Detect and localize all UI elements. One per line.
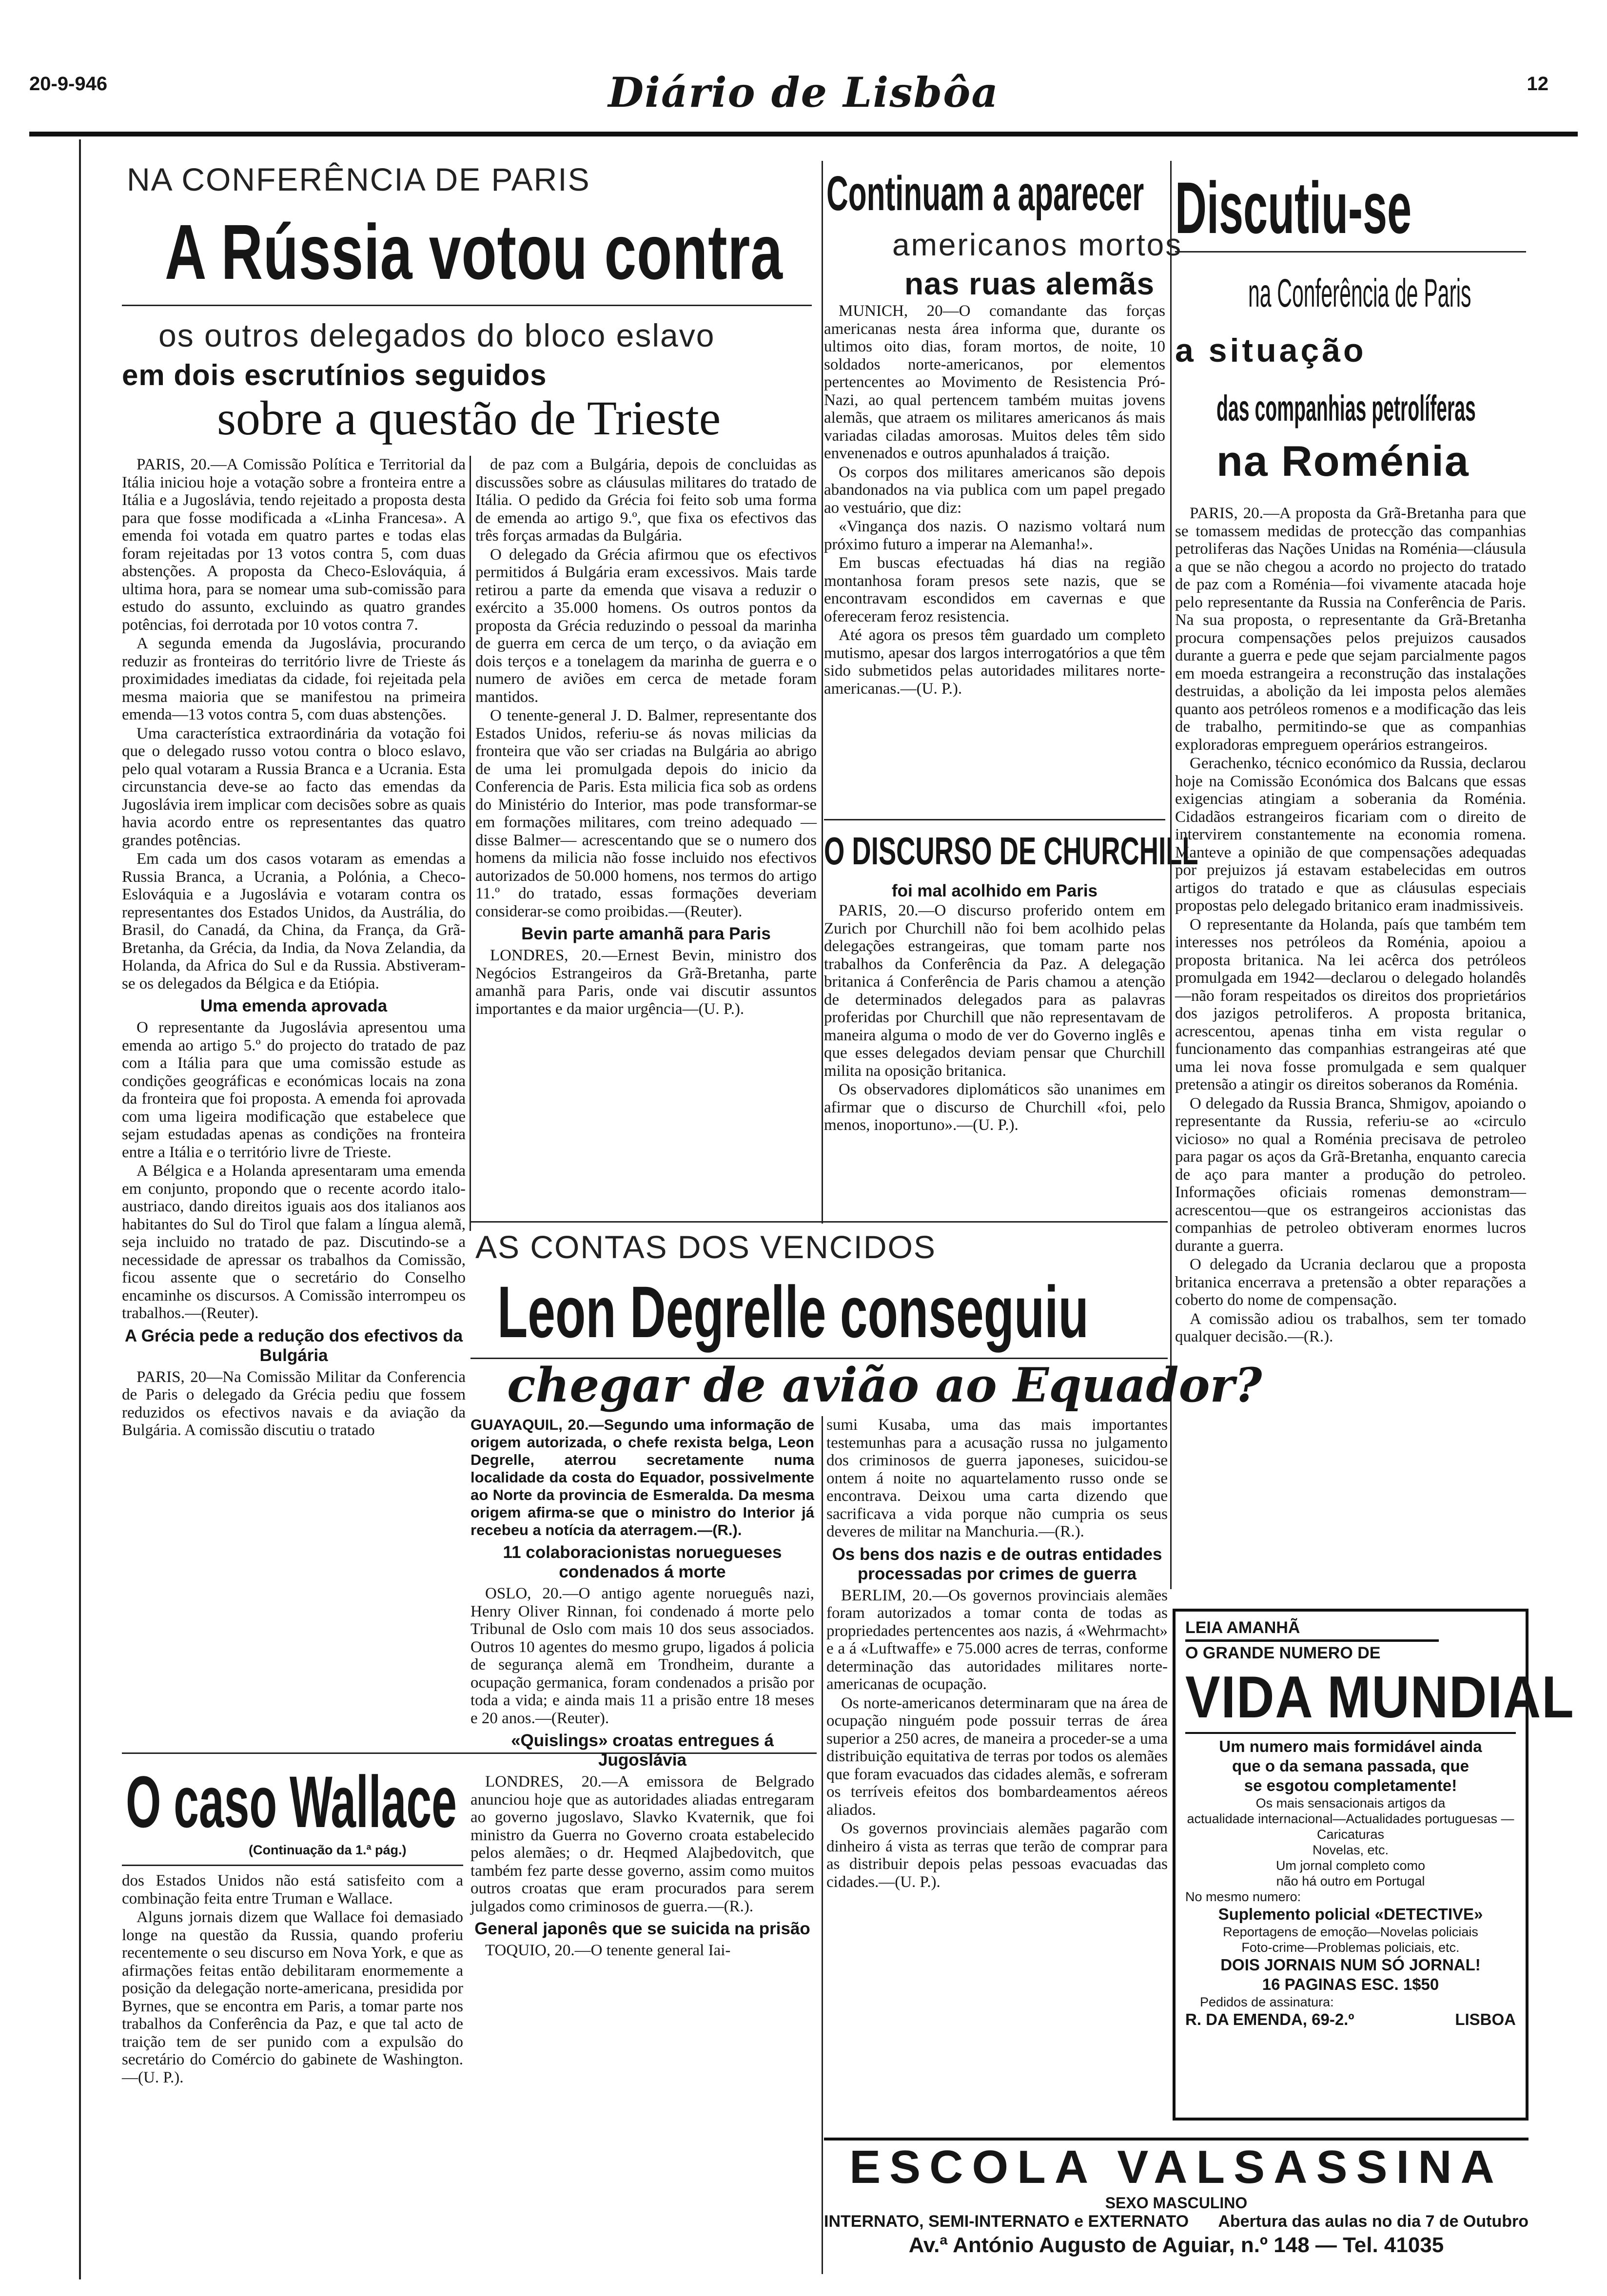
subhead-emenda: Uma emenda aprovada [200,996,388,1015]
mortos-subline-1: americanos mortos [892,227,1183,262]
mortos-headline: Continuam a aparecer [826,166,1144,221]
subhead-quislings: «Quislings» croatas entregues á Jugoslávia [511,1731,774,1770]
masthead-rule [29,132,1578,136]
escola-address: Av.ª António Augusto de Aguiar, n.º 148 — Tel. 41035 [908,2233,1444,2257]
petroleo-headline-2: na Conferência de Paris [1248,271,1471,315]
petroleo-headline-3: a situação [1175,332,1367,369]
escola-sexo: SEXO MASCULINO [1105,2194,1248,2212]
escola-abertura: Abertura das aulas no dia 7 de Outubro [1218,2212,1529,2231]
vida-mundial-ad: LEIA AMANHÃ O GRANDE NUMERO DE VIDA MUNDIAL Um numero mais formidável ainda que o da semana passada, que se esgotou completamente! Os mais sensacionais artigos da actualidade internacional—Actualidades portuguesas — Caricaturas Novelas, etc. Um jornal completo como não há outro em Portugal No mesmo numero: Suplemento policial «DETECTIVE» Reportagens de emoção—Novelas policiais Foto-crime—Problemas policiais, etc. DOIS JORNAIS NUM SÓ JORNAL! 16 PAGINAS ESC. 1$50 Pedidos de assinatura: R. DA EMENDA, 69-2.º LISBOA [1173,1609,1529,2121]
degrelle-headline: Leon Degrelle conseguiu [497,1271,1089,1353]
subhead-japones: General japonês que se suicida na prisão [474,1919,810,1938]
petroleo-headline-5: na Roménia [1216,437,1470,485]
trieste-subline-2: em dois escrutínios seguidos [122,359,547,391]
petroleo-body: PARIS, 20.—A proposta da Grã-Bretanha para que se tomassem medidas de protecção das companhias petroliferas das Nações Unidas na Roménia—cláusula a que se não chegou a acordo no projecto do tratado de paz com a Roménia—foi vivamente atacada hoje pelo representante da Russia na Conferência de Paris. Na sua proposta, o representante da Grã-Bretanha procura compensações pelos prejuizos causados durante a guerra e pede que sejam parcialmente pagos em moeda estrangeira a reconstrução das instalações destruidas, a abolição da lei imposta pelos alemães quanto aos petróleos romenos e a modificação das leis de trabalho, permitindo-se que as companhias exploradoras empreguem operários estrangeiros. Gerachenko, técnico económico da Russia, declarou hoje na Comissão Económica dos Balcans que essas exigencias atingiam a soberania da Roménia. Cidadãos estrangeiros ficariam com o direito de intervirem constantemente na economia romena. Manteve a opinião de que compensações adequadas por prejuizos já estavam estabelecidas em outros artigos do tratado e que as cláusulas especiais propostas pelo delegado britanico eram inadmissiveis. O representante da Holanda, país que também tem interesses nos petróleos da Roménia, apoiou a proposta britanica. Na lei acêrca dos petróleos promulgada em 1942—declarou o delegado holandês—não foram respeitados os direitos dos proprietários dos jazigos petroliferos. A proposta britanica, acrescentou, apenas tinha em vista regular o funcionamento das companhias estrangeiras até que uma lei nova fosse promulgada e sem qualquer pretensão a atingir os direitos soberanos da Roménia. O delegado da Russia Branca, Shmigov, apoiando o representante da Russia, referiu-se ao «circulo vicioso» no qual a Roménia precisava de petroleo para pagar os aços da Grã-Bretanha, enquanto carecia de aço para manter a produção do petroleo. Informações oficiais romenas demonstram—acrescentou—que os estrangeiros accionistas das companhias de petroleo obtiveram enormes lucros durante a guerra. O delegado da Ucrania declarou que a proposta britanica encerrava a pretensão a obter reparações a coberto do nome de compensação. A comissão adiou os trabalhos, sem ter tomado qualquer decisão.—(R.). [1175,505,1526,1345]
degrelle-subline: chegar de avião ao Equador? [507,1358,1262,1413]
ad-vida-mundial-title: VIDA MUNDIAL [1185,1664,1575,1730]
degrelle-lead: GUAYAQUIL, 20.—Segundo uma informação de origem autorizada, o chefe rexista belga, Leon Degrelle, aterrou secretamente numa localidade da costa do Equador, possivelmente ao Norte da provincia de Esmeralda. Da mesma origem afirma-se que o ministro do Interior já recebeu a notícia da aterragem.—(R.). [470,1416,814,1538]
trieste-col-1: PARIS, 20.—A Comissão Política e Territorial da Itália iniciou hoje a votação sobre a fronteira entre a Itália e a Jugoslávia, tendo rejeitado a proposta desta para que fosse modificada a «Linha Francesa». A emenda foi votada em quatro partes e todas elas foram rejeitadas por 13 votos contra 5, com duas abstenções. A proposta da Checo-Eslováquia, á ultima hora, para se nomear uma sub-comissão para estudo do assunto, excluindo as quatro grandes potências, foi derrotada por 10 votos contra 7. A segunda emenda da Jugoslávia, procurando reduzir as fronteiras do território livre de Trieste ás proximidades imediatas da cidade, foi rejeitada pela mesma maioria que se manifestou na primeira emenda—13 votos contra 5, com duas abstenções. Uma característica extraordinária da votação foi que o delegado russo votou contra o bloco eslavo, pelo qual votaram a Russia Branca e a Ucrania. Esta circunstancia deve-se ao facto das emendas da Jugoslávia irem implicar com decisões sobre as quais havia acordo entre os representantes das quatro grandes potências. Em cada um dos casos votaram as emendas a Russia Branca, a Ucrania, a Polónia, a Checo-Eslováquia e a Jugoslávia e votaram contra os representantes dos Estados Unidos, da Austrália, do Brasil, do Canadá, da China, da França, da Grã-Bretanha, da Grécia, da India, da Nova Zelandia, da Holanda, da Africa do Sul e da Russia. Abstiveram-se os delegados da Bélgica e da Etiópia. Uma emenda aprovada O representante da Jugoslávia apresentou uma emenda ao artigo 5.º do projecto do tratado de paz com a Itália para que uma comissão estude as condições geográficas e económicas locais na zona da fronteira que foi proposta. A emenda foi aprovada com uma ligeira modificação que estabelece que sejam estudadas apenas as condições na fronteira entre a Itália e o território livre de Trieste. A Bélgica e a Holanda apresentaram uma emenda em conjunto, propondo que o recente acordo italo-austriaco, dando direitos iguais aos dos italianos aos habitantes do Sul do Tirol que falam a língua alemã, seja incluido no tratado de paz. Discutindo-se a necessidade de apressar os trabalhos da Comissão, ficou assente que o secretário do Conselho encaminhe os discursos. A Comissão interrompeu os trabalhos.—(Reuter). A Grécia pede a redução dos efectivos da Bulgária PARIS, 20—Na Comissão Militar da Conferencia de Paris o delegado da Grécia pediu que fossem reduzidos os efectivos navais e da aviação da Bulgária. A comissão discutiu o tratado [122,456,466,1439]
churchill-body: PARIS, 20.—O discurso proferido ontem em Zurich por Churchill não foi bem acolhido pelas delegações estrangeiras, que tomam parte nos trabalhos da Conferência da Paz. A delegação britanica á Conferência de Paris chamou a atenção de determinados delegados para as palavras proferidas por Churchill que não representavam de maneira alguma o modo de ver do Governo inglês e que esses delegados deviam pensar que Churchill milita na oposição britanica. Os observadores diplomáticos são unanimes em afirmar que o discurso de Churchill «foi, pelo menos, inoportuno».—(U. P.). [824,902,1165,1134]
trieste-kicker: NA CONFERÊNCIA DE PARIS [127,161,590,197]
trieste-header [122,161,814,453]
mortos-article [824,161,1183,814]
degrelle-kicker: AS CONTAS DOS VENCIDOS [475,1229,936,1265]
petroleo-headline-1: Discutiu-se [1175,167,1412,249]
churchill-subhead: foi mal acolhido em Paris [891,881,1098,900]
churchill-headline: O DISCURSO DE CHURCHILL [824,829,1198,873]
trieste-subline-1: os outros delegados do bloco eslavo [158,317,715,353]
degrelle-col-1: GUAYAQUIL, 20.—Segundo uma informação de origem autorizada, o chefe rexista belga, Leon Degrelle, aterrou secretamente numa localidade da costa do Equador, possivelmente ao Norte da provincia de Esmeralda. Da mesma origem afirma-se que o ministro do Interior já recebeu a notícia da aterragem.—(R.). 11 colaboracionistas noruegueses condenados á morte OSLO, 20.—O antigo agente norueguês nazi, Henry Oliver Rinnan, foi condenado á morte pelo Tribunal de Oslo com mais 10 dos seus associados. Outros 10 agentes do mesmo grupo, ligados á policia de segurança alemã em Trondheim, durante a ocupação germanica, foram condenados a prisão por toda a vida; e ainda mais 11 a prisão entre 18 meses e 20 anos.—(Reuter). «Quislings» croatas entregues á Jugoslávia LONDRES, 20.—A emissora de Belgrado anunciou hoje que as autoridades aliadas entregaram ao governo jugoslavo, Slavko Kvaternik, que foi ministro da Guerra no Governo croata estabelecido pelos alemães; o dr. Heqmed Alajbedovitch, que também fez parte desse governo, assim como muitos outros croatas que eram procurados para serem julgados como criminosos de guerra.—(R.). General japonês que se suicida na prisão TOQUIO, 20.—O tenente general Iai- [470,1416,814,1959]
wallace-headline: O caso Wallace [126,1761,457,1843]
wallace-article [122,1760,466,2252]
wallace-continuation: (Continuação da 1.ª pág.) [249,1843,407,1857]
wallace-body: dos Estados Unidos não está satisfeito com a combinação feita entre Truman e Wallace. Alguns jornais dizem que Wallace foi demasiado longe na questão da Russia, quando proferiu recentemente o seu discurso em Nova York, e que as afirmações feitas então debilitaram enormemente a posição da delegação norte-americana, presidida por Byrnes, que se encontra em Paris, a tomar parte nos trabalhos da Conferência da Paz, e que tal acto de traição tem de ser punido com a expulsão do secretário do Comércio do gabinete de Washington.—(U. P.). [122,1872,463,2086]
mortos-subline-2: nas ruas alemãs [904,266,1155,301]
escola-valsassina-ad [824,2138,1529,2279]
subhead-bens: Os bens dos nazis e de outras entidades processadas por crimes de guerra [832,1544,1162,1583]
mortos-body: MUNICH, 20—O comandante das forças americanas nesta área informa que, durante os ultimos oito dias, foram mortos, de noite, 10 soldados norte-americanos, por elementos pertencentes ao Movimento de Resistencia Pró-Nazi, ao qual pertencem também muitas jovens alemãs, que atraem os militares americanos ás mais variadas ciladas amorosas. Muitos deles têm sido envenenados e outros apunhalados á traição. Os corpos dos militares americanos são depois abandonados na via publica com um papel pregado ao vestuário, que diz: «Vingança dos nazis. O nazismo voltará num próximo futuro a imperar na Alemanha!». Em buscas efectuadas há dias na região montanhosa foram presos sete nazis, que se encontravam escondidos em cavernas e que ofereceram feroz resistencia. Até agora os presos têm guardado um completo mutismo, apesar dos largos interrogatórios a que têm sido submetidos pelas autoridades militares norte-americanas.—(U. P.). [824,302,1165,698]
trieste-col-2: de paz com a Bulgária, depois de concluidas as discussões sobre as cláusulas militares do tratado de Itália. O pedido da Grécia foi feito sob uma forma de emenda ao artigo 9.º, que fixa os efectivos das três forças armadas da Bulgária. O delegado da Grécia afirmou que os efectivos permitidos á Bulgária eram excessivos. Mais tarde retirou a parte da emenda que visava a reduzir o exército a 35.000 homens. Os outros pontos da proposta da Grécia reduzindo o pessoal da marinha de guerra em cerca de um terço, o da aviação em dois terços e a tonelagem da marinha de guerra e o numero de aviões em cerca de metade foram mantidos. O tenente-general J. D. Balmer, representante dos Estados Unidos, referiu-se ás novas milicias da fronteira que vão ser criadas na Bulgária ao abrigo de uma lei promulgada depois do inicio da Conferencia de Paris. Esta milicia fica sob as ordens do Ministério do Interior, mas pode transformar-se em formações militares, com treino adequado — disse Balmer— acrescentando que se o numero dos homens da milicia não fosse incluido nos efectivos autorizados de 50.000 homens, nos termos do artigo 11.º do tratado, essas formações deveriam considerar-se como proibidas.—(Reuter). Bevin parte amanhã para Paris LONDRES, 20.—Ernest Bevin, ministro dos Negócios Estrangeiros da Grã-Bretanha, parte amanhã para Paris, onde vai discutir assuntos importantes e da maior urgência—(U. P.). [475,456,817,1018]
trieste-headline: A Rússia votou contra [165,208,783,295]
subhead-grecia: A Grécia pede a redução dos efectivos da Bulgária [124,1326,463,1365]
issue-date: 20-9-946 [29,73,108,95]
churchill-article [824,829,1198,1253]
subhead-bevin: Bevin parte amanhã para Paris [521,924,771,943]
page-number: 12 [1527,73,1548,95]
trieste-subline-3: sobre a questão de Trieste [217,391,721,445]
subhead-noruega: 11 colaboracionistas noruegueses condenados á morte [503,1543,782,1581]
escola-title: ESCOLA VALSASSINA [849,2141,1503,2193]
escola-regimes: INTERNATO, SEMI-INTERNATO e EXTERNATO [824,2212,1189,2231]
ad-leia: LEIA AMANHÃ [1185,1618,1439,1642]
degrelle-col-2: sumi Kusaba, uma das mais importantes testemunhas para a acusação russa no julgamento dos criminosos de guerra japoneses, suicidou-se ontem á noite no aquartelamento russo onde se encontrava. Deixou uma carta dizendo que sacrificava a vida porque não cumpria os seus deveres de militar na Manchuria.—(R.). Os bens dos nazis e de outras entidades processadas por crimes de guerra BERLIM, 20.—Os governos provinciais alemães foram autorizados a tomar conta de todas as propriedades pertencentes aos nazis, á «Wehrmacht» e a á «Luftwaffe» e 75.000 acres de terras, conforme determinação das autoridades militares norte-americanas de ocupação. Os norte-americanos determinaram que na área de ocupação ninguém pode possuir terras de área superior a 250 acres, de maneira a proceder-se a uma distribuição equitativa de terras por todos os alemães que foram evacuados das cidades alemãs, e sofreram os terríveis efeitos dos bombardeamentos aéreos aliados. Os governos provinciais alemães pagarão com dinheiro á vista as terras que terão de comprar para as distribuir depois pelas pessoas evacuadas das cidades.—(U. P.). [826,1416,1168,1891]
ad-grande-numero: O GRANDE NUMERO DE [1185,1644,1381,1662]
newspaper-title: Diário de Lisbôa [608,68,999,117]
degrelle-header [470,1228,1262,1414]
petroleo-headline-4: das companhias petrolíferas [1216,388,1476,428]
masthead [29,58,1578,136]
